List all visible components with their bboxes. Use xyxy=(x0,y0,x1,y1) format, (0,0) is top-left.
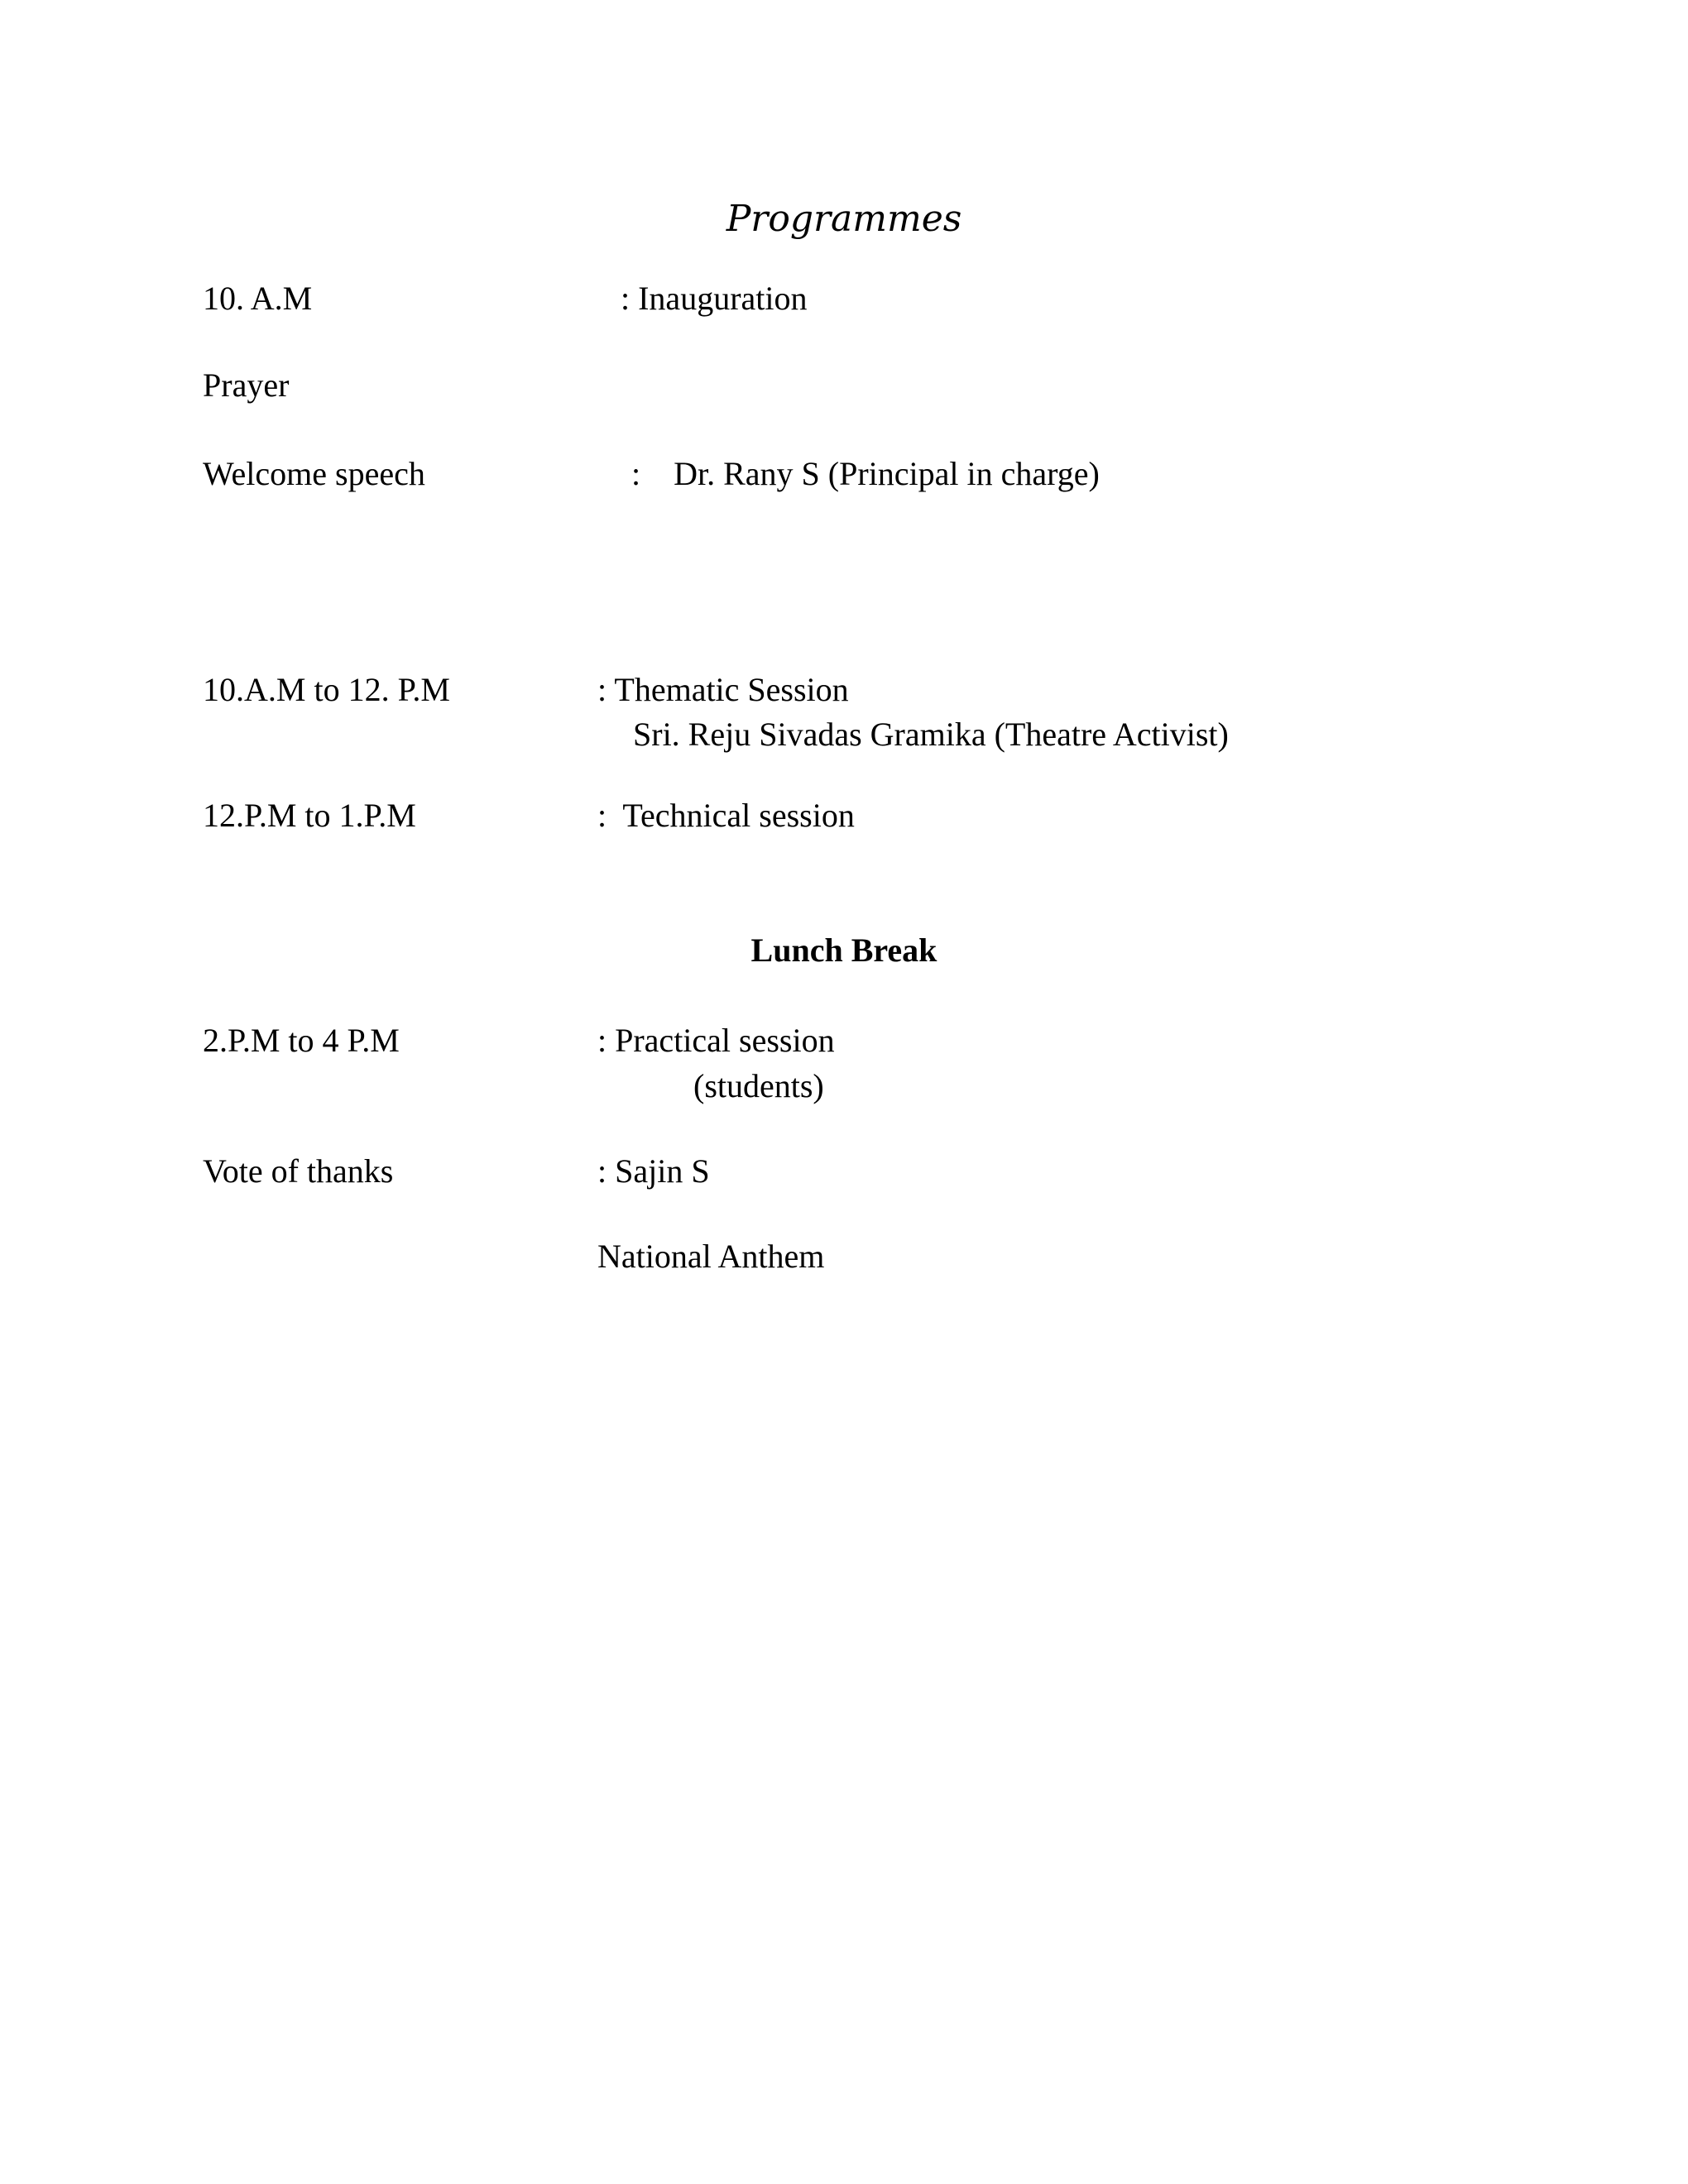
schedule-item-value: : Sajin S xyxy=(597,1152,710,1190)
schedule-time-label: Vote of thanks xyxy=(203,1152,394,1190)
schedule-row-welcome-speech xyxy=(0,453,1688,619)
schedule-item-value: : Technical session xyxy=(597,797,855,834)
schedule-item-value: : Practical session xyxy=(597,1022,835,1059)
schedule-item-value: National Anthem xyxy=(597,1238,825,1275)
document-title: Programmes xyxy=(726,198,962,240)
schedule-item-value-line2: Sri. Reju Sivadas Gramika (Theatre Activist) xyxy=(633,716,1229,753)
lunch-break-heading: Lunch Break xyxy=(750,932,938,969)
schedule-time-label: 10. A.M xyxy=(203,280,313,317)
schedule-time-label: Prayer xyxy=(203,366,290,404)
schedule-row-national-anthem xyxy=(0,1236,1688,1401)
schedule-time-label: 10.A.M to 12. P.M xyxy=(203,671,450,708)
schedule-item-value: : Inauguration xyxy=(621,280,808,317)
schedule-item-value: : Dr. Rany S (Principal in charge) xyxy=(631,455,1100,492)
schedule-item-value-line2: (students) xyxy=(693,1067,824,1104)
schedule-time-label: 12.P.M to 1.P.M xyxy=(203,797,416,834)
schedule-item-value: : Thematic Session xyxy=(597,671,849,708)
schedule-time-label: Welcome speech xyxy=(203,455,425,492)
schedule-time-label: 2.P.M to 4 P.M xyxy=(203,1022,400,1059)
